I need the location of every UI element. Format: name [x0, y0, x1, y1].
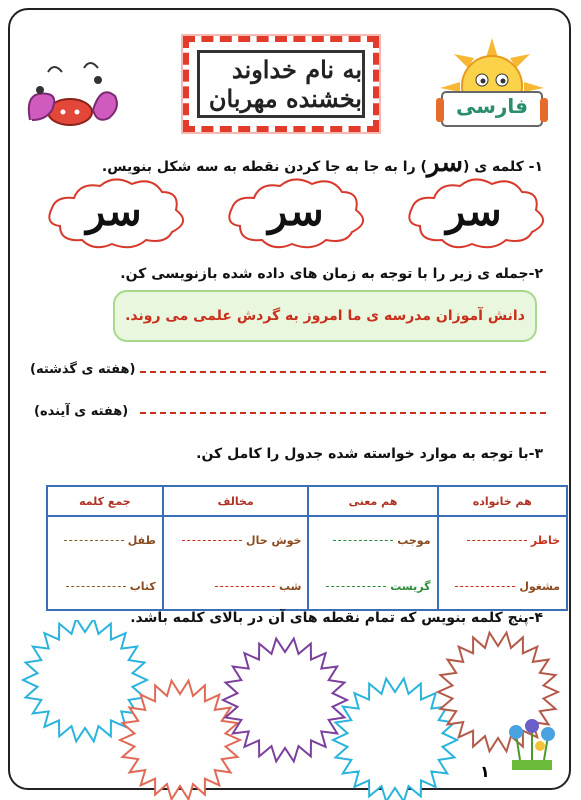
page-title: به نام خداوند بخشنده مهربان — [197, 50, 365, 118]
q1-target-word: سر — [426, 148, 464, 178]
page-number: ۱ — [480, 762, 490, 781]
table-cell[interactable] — [47, 516, 163, 563]
table-row — [47, 563, 567, 610]
cell-word: گریست — [390, 579, 431, 593]
starburst-shape — [438, 633, 558, 752]
header-antonym: مخالف — [163, 486, 309, 516]
table-cell[interactable] — [163, 516, 309, 563]
sun-icon — [432, 36, 552, 136]
vocab-table — [46, 485, 568, 611]
question-4: ۴-پنج کلمه بنویس که تمام نقطه های آن در بالای کلمه باشد. — [130, 610, 543, 626]
question-1 — [102, 148, 543, 178]
table-cell[interactable] — [308, 563, 437, 610]
cell-word: خاطر — [530, 533, 560, 547]
cell-word: کتاب — [129, 579, 156, 593]
cloud-word-3: سر — [446, 188, 502, 235]
sentence-box: دانش آموزان مدرسه ی ما امروز به گردش علمی می روند. — [113, 290, 537, 342]
table-cell[interactable] — [438, 516, 568, 563]
future-answer-line[interactable] — [140, 412, 546, 414]
q1-text-after: ) را به جا به جا کردن نقطه به سه شکل بنویس. — [101, 159, 427, 175]
future-label: (هفته ی آینده) — [34, 404, 129, 419]
q1-text-before: ۱- کلمه ی ( — [463, 159, 543, 175]
cell-word: خوش حال — [246, 533, 302, 547]
past-label: (هفته ی گذشته) — [30, 362, 136, 377]
table-cell[interactable] — [47, 563, 163, 610]
subject-badge: فارسی — [455, 94, 529, 118]
header-plural: جمع کلمه — [47, 486, 163, 516]
header-synonym: هم معنی — [308, 486, 437, 516]
starburst-group — [0, 620, 581, 800]
table-row — [47, 516, 567, 563]
title-frame — [183, 36, 379, 132]
question-3: ۳-با توجه به موارد خواسته شده جدول را کامل کن. — [196, 446, 543, 462]
header-family: هم خانواده — [438, 486, 568, 516]
cloud-word-1: سر — [86, 188, 142, 235]
cell-word: موجب — [397, 533, 431, 547]
cell-word: مشغول — [519, 579, 560, 593]
starburst-shape — [333, 679, 457, 800]
cell-word: شب — [279, 579, 302, 593]
table-cell[interactable] — [308, 516, 437, 563]
question-2: ۲-جمله ی زیر را با توجه به زمان های داده شده بازنویسی کن. — [120, 266, 543, 282]
starburst-shape — [223, 639, 347, 762]
letter-logo-icon — [18, 50, 123, 145]
table-cell[interactable] — [438, 563, 568, 610]
table-cell[interactable] — [163, 563, 309, 610]
cell-word: طفل — [127, 533, 156, 547]
flowers-icon — [509, 719, 555, 770]
past-answer-line[interactable] — [140, 371, 546, 373]
cloud-word-2: سر — [268, 188, 324, 235]
